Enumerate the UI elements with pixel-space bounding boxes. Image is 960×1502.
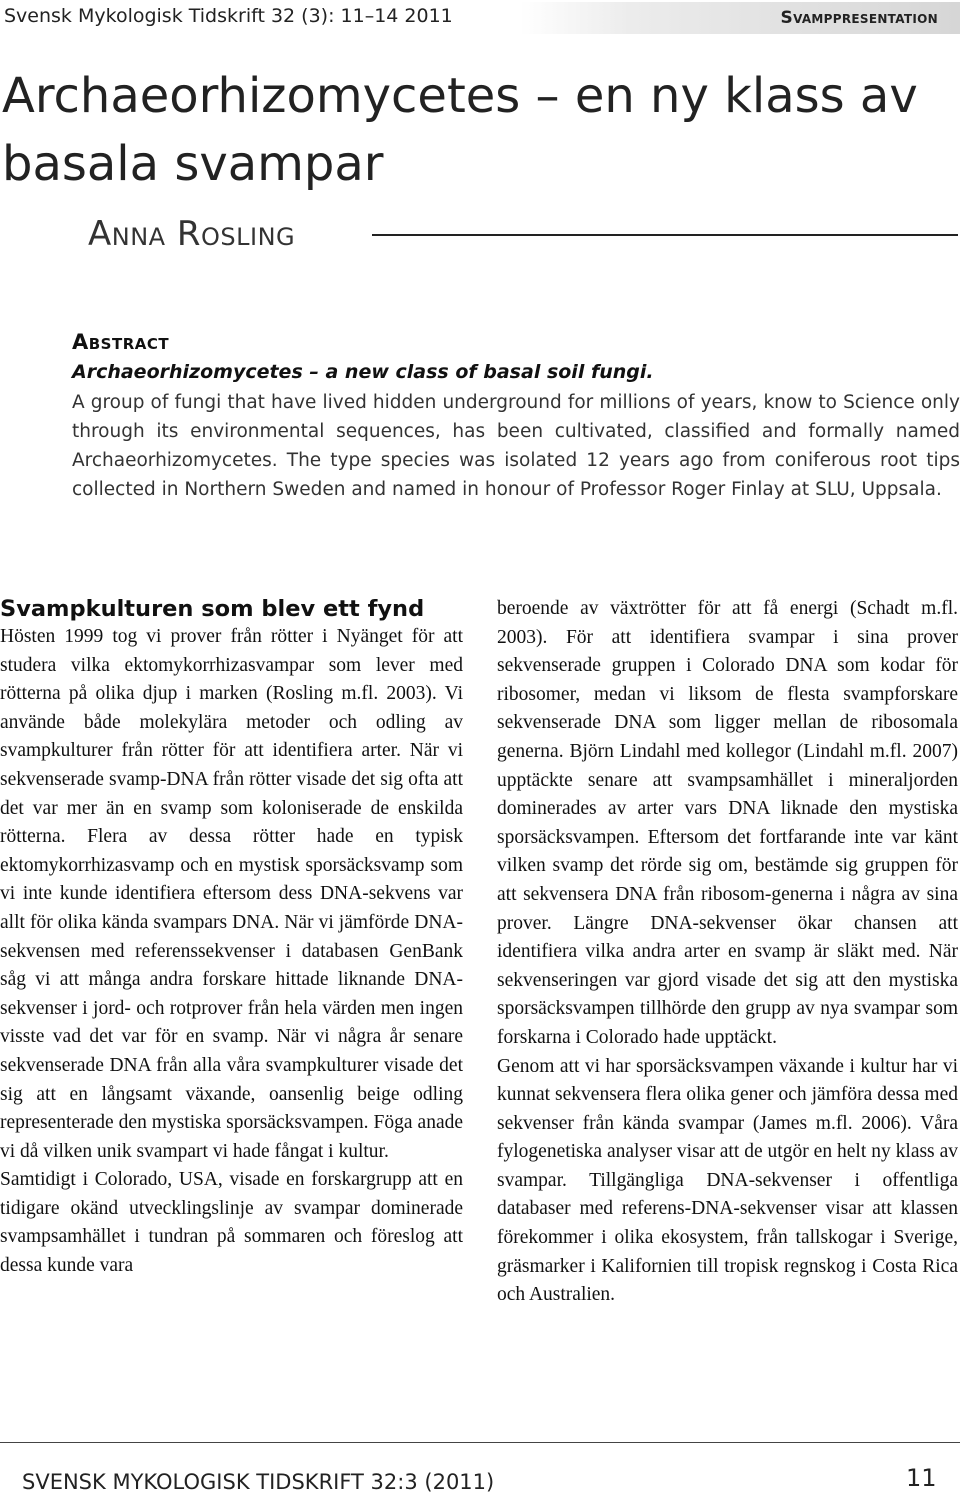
author-rule: [372, 234, 958, 236]
journal-reference: Svensk Mykologisk Tidskrift 32 (3): 11–14 2011: [4, 5, 453, 27]
abstract-subtitle: Archaeorhizomycetes – a new class of basal soil fungi.: [72, 361, 654, 383]
abstract-heading: Abstract: [72, 330, 170, 354]
article-title: Archaeorhizomycetes – en ny klass av basala svampar: [2, 68, 918, 192]
footer-rule: [0, 1442, 960, 1443]
body-paragraph: Genom att vi har sporsäcksvampen växande i kultur har vi kunnat sekvensera flera olika gener och jämföra dessa med sekvenser från kända svampar (James m.fl. 2006). Våra fylogenetiska analyser visar att de utgör en helt ny klass av svampar. Tillgängliga DNA-sekvenser i offentliga databaser med referens-DNA-sekvenser visar att klassen förekommer i olika ekosystem, från tallskogar i Sverige, gräsmarker i Kalifornien till tropisk regnskog i Costa Rica och Australien.: [497, 1055, 958, 1306]
author-name: Anna Rosling: [88, 214, 296, 254]
section-heading: Svampkulturen som blev ett fynd: [0, 596, 425, 622]
footer-journal: SVENSK MYKOLOGISK TIDSKRIFT 32:3 (2011): [22, 1470, 495, 1494]
body-paragraph: Hösten 1999 tog vi prover från rötter i Nyänget för att studera vilka ektomykorrhizasvampar som lever med rötterna på olika djup i marken (Rosling m.fl. 2003). Vi använde både molekylära metoder och odling av svampkulturer från rötter för att identifiera arter. När vi sekvenserade svamp-DNA från rötter visade det sig ofta att det var mer än en svamp som koloniserade de enskilda rötterna. Flera av dessa rötter hade en typisk ektomykorrhizasvamp och en mystisk sporsäcksvamp som vi inte kunde identifiera eftersom dess DNA-sekvens var allt för olika kända svampars DNA. När vi jämförde DNA-sekvensen med referenssekvenser i databasen GenBank såg vi att många andra forskare hittade liknande DNA-sekvenser i jord- och rotprover från hela värden men ingen visste vad det var för en svamp. När vi några år senare sekvenserade DNA från alla våra svampkulturer visade det sig att en långsamt växande, oansenlig beige odling representerade den mystiska sporsäcksvampen. Föga anade vi då vilken unik svampart vi hade fångat i kultur.: [0, 626, 463, 1162]
page-number: 11: [906, 1464, 937, 1492]
right-column: [497, 595, 958, 1310]
abstract-body: A group of fungi that have lived hidden underground for millions of years, know to Science only through its environmental sequences, has been cultivated, classified and formally named Archaeorhizomycetes. The type species was isolated 12 years ago from coniferous root tips collected in Northern Sweden and named in honour of Professor Roger Finlay at SLU, Uppsala.: [72, 392, 960, 500]
left-column: [0, 596, 463, 1281]
body-paragraph: Samtidigt i Colorado, USA, visade en forskargrupp att en tidigare okänd utvecklingslinje av svampar dominerade svampsamhället i tundran på sommaren och föreslog att dessa kunde vara: [0, 1169, 463, 1277]
section-label: Svamppresentation: [780, 8, 938, 28]
body-paragraph: beroende av växtrötter för att få energi (Schadt m.fl. 2003). För att identifiera svampar i sina prover sekvenserade gruppen i Colorado DNA som kodar för ribosomer, medan vi liksom de flesta svampforskare sekvenserade DNA som ligger mellan de ribosomala generna. Björn Lindahl med kollegor (Lindahl m.fl. 2007) upptäckte senare att svampsamhället i mineraljorden dominerades av arter vars DNA liknade den mystiska sporsäcksvampen. Eftersom det fortfarande inte var känt vilken svamp det rörde sig om, bestämde sig gruppen för att sekvensera DNA från ribosom-generna i några av sina prover. Längre DNA-sekvenser ökar chansen att identifiera vilka andra arter en svamp är släkt med. När sekvenseringen var gjord visade det sig att den mystiska sporsäcksvampen tillhörde den grupp av nya svampar som forskarna i Colorado hade upptäckt.: [497, 598, 958, 1048]
